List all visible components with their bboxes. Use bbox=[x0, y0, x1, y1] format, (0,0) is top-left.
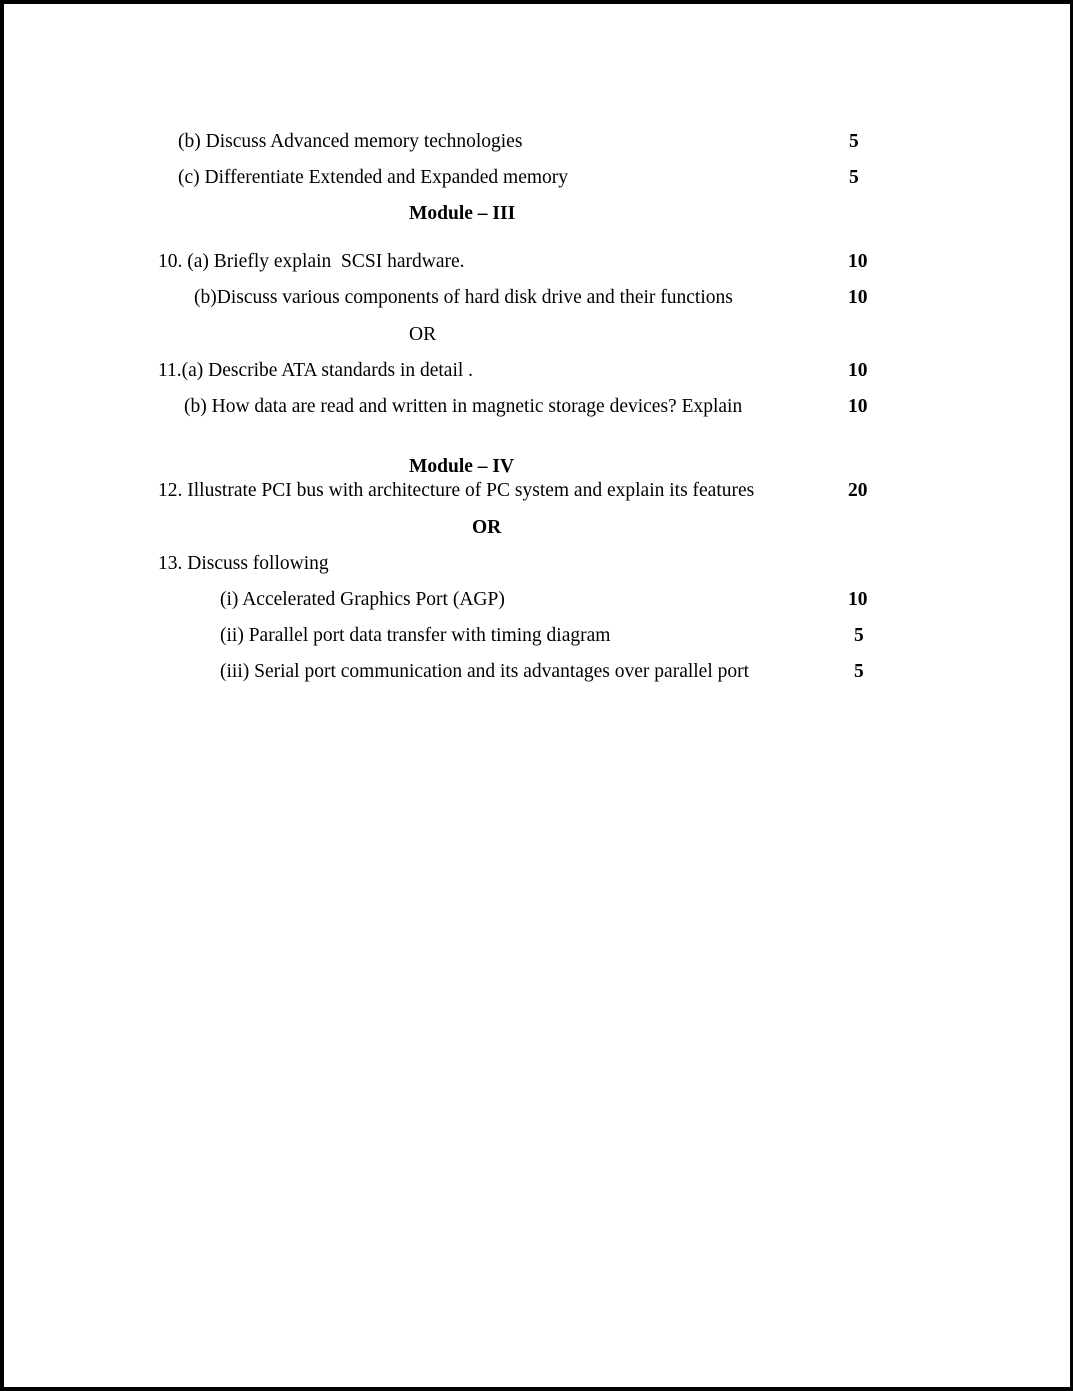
question-13iii-marks: 5 bbox=[854, 661, 864, 682]
question-13i-text: (i) Accelerated Graphics Port (AGP) bbox=[220, 589, 505, 610]
module-4-or: OR bbox=[472, 517, 502, 538]
question-11a-marks: 10 bbox=[848, 360, 868, 381]
question-13iii-text: (iii) Serial port communication and its advantages over parallel port bbox=[220, 661, 750, 682]
module-4-heading: Module – IV bbox=[409, 456, 515, 477]
question-10a-text: 10. (a) Briefly explain SCSI hardware. bbox=[158, 251, 465, 272]
question-12-marks: 20 bbox=[848, 480, 868, 501]
question-9b-marks: 5 bbox=[849, 131, 859, 152]
module-3-or: OR bbox=[409, 324, 437, 345]
question-9b-text: (b) Discuss Advanced memory technologies bbox=[178, 131, 523, 152]
question-13ii-text: (ii) Parallel port data transfer with timing diagram bbox=[220, 625, 611, 646]
question-13i-marks: 10 bbox=[848, 589, 868, 610]
question-11b-marks: 10 bbox=[848, 396, 868, 417]
module-3-heading: Module – III bbox=[409, 203, 516, 224]
question-11a-text: 11.(a) Describe ATA standards in detail . bbox=[158, 360, 474, 381]
question-10a-marks: 10 bbox=[848, 251, 868, 272]
question-9c-text: (c) Differentiate Extended and Expanded memory bbox=[178, 167, 569, 188]
question-10b-text: (b)Discuss various components of hard disk drive and their functions bbox=[194, 287, 733, 308]
question-11b-text: (b) How data are read and written in magnetic storage devices? Explain bbox=[184, 396, 743, 417]
question-10b-marks: 10 bbox=[848, 287, 868, 308]
question-12-text: 12. Illustrate PCI bus with architecture of PC system and explain its features bbox=[158, 480, 755, 501]
question-9c-marks: 5 bbox=[849, 167, 859, 188]
question-13-text: 13. Discuss following bbox=[158, 553, 329, 574]
question-13ii-marks: 5 bbox=[854, 625, 864, 646]
